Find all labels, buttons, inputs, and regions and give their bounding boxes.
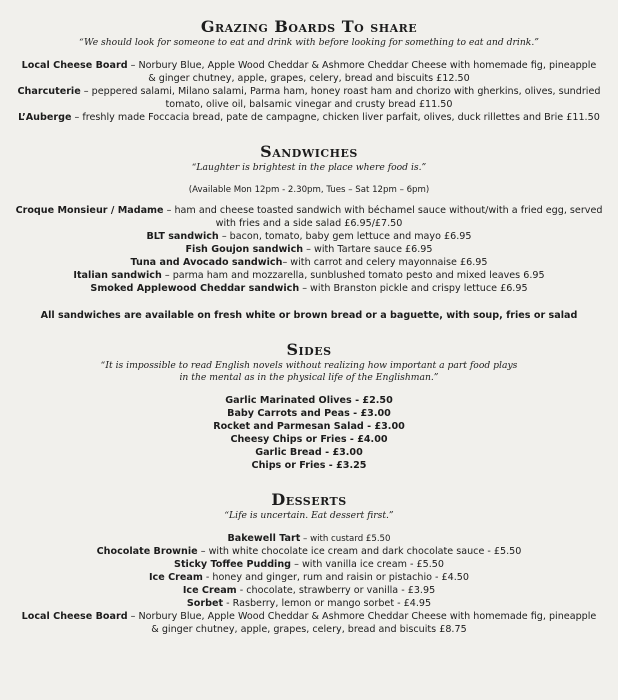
sandwiches-note: All sandwiches are available on fresh white or brown bread or a baguette, with soup, fries or salad xyxy=(40,310,578,321)
side-item: Cheesy Chips or Fries - £4.00 xyxy=(230,434,388,445)
grazing-title: Grazing Boards To share xyxy=(200,17,418,36)
side-item: Baby Carrots and Peas - £3.00 xyxy=(227,408,391,419)
grazing-section xyxy=(0,17,618,124)
menu-item-cont: with fries and a side salad £6.95/£7.50 xyxy=(215,218,403,229)
menu-item: Sticky Toffee Pudding – with vanilla ice cream - £5.50 xyxy=(174,559,444,570)
menu-item-cont: & ginger chutney, apple, grapes, celery, bread and biscuits £8.75 xyxy=(151,624,467,635)
side-item: Chips or Fries - £3.25 xyxy=(251,460,367,471)
desserts-section xyxy=(0,490,618,636)
menu-item: Croque Monsieur / Madame – ham and cheese toasted sandwich with béchamel sauce without/with a fried egg, served xyxy=(15,205,603,216)
menu-item: Ice Cream - honey and ginger, rum and raisin or pistachio - £4.50 xyxy=(148,572,470,583)
desserts-title: Desserts xyxy=(271,490,347,509)
menu-item: Tuna and Avocado sandwich– with carrot and celery mayonnaise £6.95 xyxy=(130,257,488,268)
menu-item-cont: & ginger chutney, apple, grapes, celery, bread and biscuits £12.50 xyxy=(148,73,470,84)
menu-item: Fish Goujon sandwich – with Tartare sauce £6.95 xyxy=(185,244,433,255)
sides-quote: “It is impossible to read English novels without realizing how important a part food plays xyxy=(100,360,518,371)
sandwiches-availability: (Available Mon 12pm - 2.30pm, Tues – Sat 12pm – 6pm) xyxy=(188,185,430,195)
menu-item: BLT sandwich – bacon, tomato, baby gem lettuce and mayo £6.95 xyxy=(146,231,472,242)
menu-item: L’Auberge – freshly made Foccacia bread, pate de campagne, chicken liver parfait, olives, duck rillettes and Brie £11.50 xyxy=(18,112,600,123)
menu-item-cont: tomato, olive oil, balsamic vinegar and crusty bread £11.50 xyxy=(165,99,453,110)
menu-item: Bakewell Tart – with custard £5.50 xyxy=(227,533,391,544)
sandwiches-title: Sandwiches xyxy=(260,142,358,161)
menu-item: Italian sandwich – parma ham and mozzarella, sunblushed tomato pesto and mixed leaves 6.95 xyxy=(73,270,545,281)
side-item: Garlic Bread - £3.00 xyxy=(255,447,363,458)
menu-item: Ice Cream - chocolate, strawberry or vanilla - £3.95 xyxy=(182,585,436,596)
menu-item: Sorbet - Rasberry, lemon or mango sorbet - £4.95 xyxy=(186,598,432,609)
menu-item: Local Cheese Board – Norbury Blue, Apple Wood Cheddar & Ashmore Cheddar Cheese with homemade fig, pineapple xyxy=(21,60,597,71)
sides-section xyxy=(0,340,618,472)
sides-title: Sides xyxy=(286,340,332,359)
side-item: Garlic Marinated Olives - £2.50 xyxy=(225,395,393,406)
menu-item: Smoked Applewood Cheddar sandwich – with Branston pickle and crispy lettuce £6.95 xyxy=(90,283,528,294)
side-item: Rocket and Parmesan Salad - £3.00 xyxy=(213,421,405,432)
sandwiches-quote: “Laughter is brightest in the place where food is.” xyxy=(191,162,427,173)
menu-item: Charcuterie – peppered salami, Milano salami, Parma ham, honey roast ham and chorizo with gherkins, olives, sundried xyxy=(17,86,601,97)
grazing-quote: “We should look for someone to eat and drink with before looking for something to eat and drink.” xyxy=(79,37,539,48)
desserts-quote: “Life is uncertain. Eat dessert first.” xyxy=(224,510,394,521)
sides-quote-cont: in the mental as in the physical life of the Englishman.” xyxy=(179,372,439,383)
menu-item: Chocolate Brownie – with white chocolate ice cream and dark chocolate sauce - £5.50 xyxy=(96,546,522,557)
sandwiches-section xyxy=(0,142,618,322)
menu-item: Local Cheese Board – Norbury Blue, Apple Wood Cheddar & Ashmore Cheddar Cheese with homemade fig, pineapple xyxy=(21,611,597,622)
